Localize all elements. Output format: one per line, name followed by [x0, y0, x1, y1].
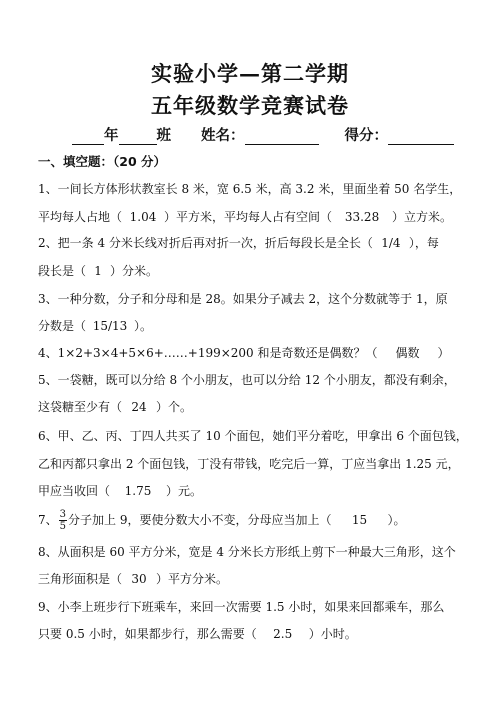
question-3-line-b: 分数是（ 15/13 ）。: [38, 319, 153, 333]
answer-2a: 1/4: [381, 236, 401, 250]
name-blank[interactable]: [245, 129, 319, 145]
question-1-line-b: 平均每人占地（ 1.04 ）平方米，平均每人占有空间（ 33.28 ）立方米。: [38, 210, 453, 224]
answer-5: 24: [131, 400, 147, 414]
question-2-line-a: 2、把一条 4 分米长线对折后再对折一次，折后每段长是全长（ 1/4 ），每: [38, 236, 439, 250]
answer-1a: 1.04: [129, 210, 157, 224]
question-4-line: 4、1×2+3×4+5×6+……+199×200 和是奇数还是偶数？（ 偶数 ）: [38, 346, 450, 360]
question-9-line-b: 只要 0.5 小时，如果都步行，那么需要（ 2.5 ）小时。: [38, 627, 357, 641]
exam-title-line1: 实验小学—第二学期: [151, 61, 349, 86]
answer-1b: 33.28: [344, 210, 380, 224]
answer-7: 15: [351, 513, 368, 527]
score-blank[interactable]: [388, 129, 454, 145]
answer-4: 偶数: [395, 346, 420, 360]
name-label: 姓名：: [201, 127, 245, 144]
question-6-line-a: 6、甲、乙、丙、丁四人共买了 10 个面包，她们平分着吃，甲拿出 6 个面包钱，: [38, 429, 468, 443]
question-9-line-a: 9、小李上班步行下班乘车，来回一次需要 1.5 小时，如果来回都乘车，那么: [38, 600, 445, 614]
year-blank[interactable]: [72, 129, 104, 145]
year-label: 年: [104, 127, 119, 144]
answer-2b: 1: [94, 264, 102, 278]
question-7-line: 7、 $\frac{3}{5}$ 分子加上 9，要使分数大小不变，分母应当加上（ 15 ）。: [38, 509, 406, 532]
section-heading: 一、填空题：（20 分）: [38, 154, 166, 169]
answer-9: 2.5: [273, 627, 293, 641]
question-6-line-c: 甲应当收回（ 1.75 ）元。: [38, 484, 203, 498]
question-8-line-b: 三角形面积是（ 30 ）平方分米。: [38, 572, 229, 586]
answer-8: 30: [131, 572, 147, 586]
question-6-line-b: 乙和丙都只拿出 2 个面包钱，丁没有带钱，吃完后一算，丁应当拿出 1.25 元，: [38, 457, 460, 471]
question-5-line-b: 这袋糖至少有（ 24 ）个。: [38, 400, 193, 414]
question-1-line-a: 1、一间长方体形状教室长 8 米，宽 6.5 米，高 3.2 米，里面坐着 50 名学生，: [38, 182, 462, 196]
question-8-line-a: 8、从面积是 60 平方分米，宽是 4 分米长方形纸上剪下一种最大三角形，这个: [38, 545, 456, 559]
fraction-three-fifths: $\frac{3}{5}$: [59, 509, 67, 532]
question-2-line-b: 段长是（ 1 ）分米。: [38, 264, 159, 278]
student-info-row: [72, 124, 454, 145]
answer-6: 1.75: [124, 484, 152, 498]
question-5-line-a: 5、一袋糖，既可以分给 8 个小朋友，也可以分给 12 个小朋友，都没有剩余，: [38, 373, 456, 387]
class-blank[interactable]: [119, 129, 157, 145]
score-label: 得分：: [344, 127, 388, 144]
answer-3: 15/13: [92, 319, 128, 333]
exam-title-line2: 五年级数学竞赛试卷: [151, 93, 349, 118]
class-label: 班: [156, 127, 171, 144]
question-3-line-a: 3、一种分数，分子和分母和是 28。如果分子减去 2，这个分数就等于 1，原: [38, 292, 448, 306]
